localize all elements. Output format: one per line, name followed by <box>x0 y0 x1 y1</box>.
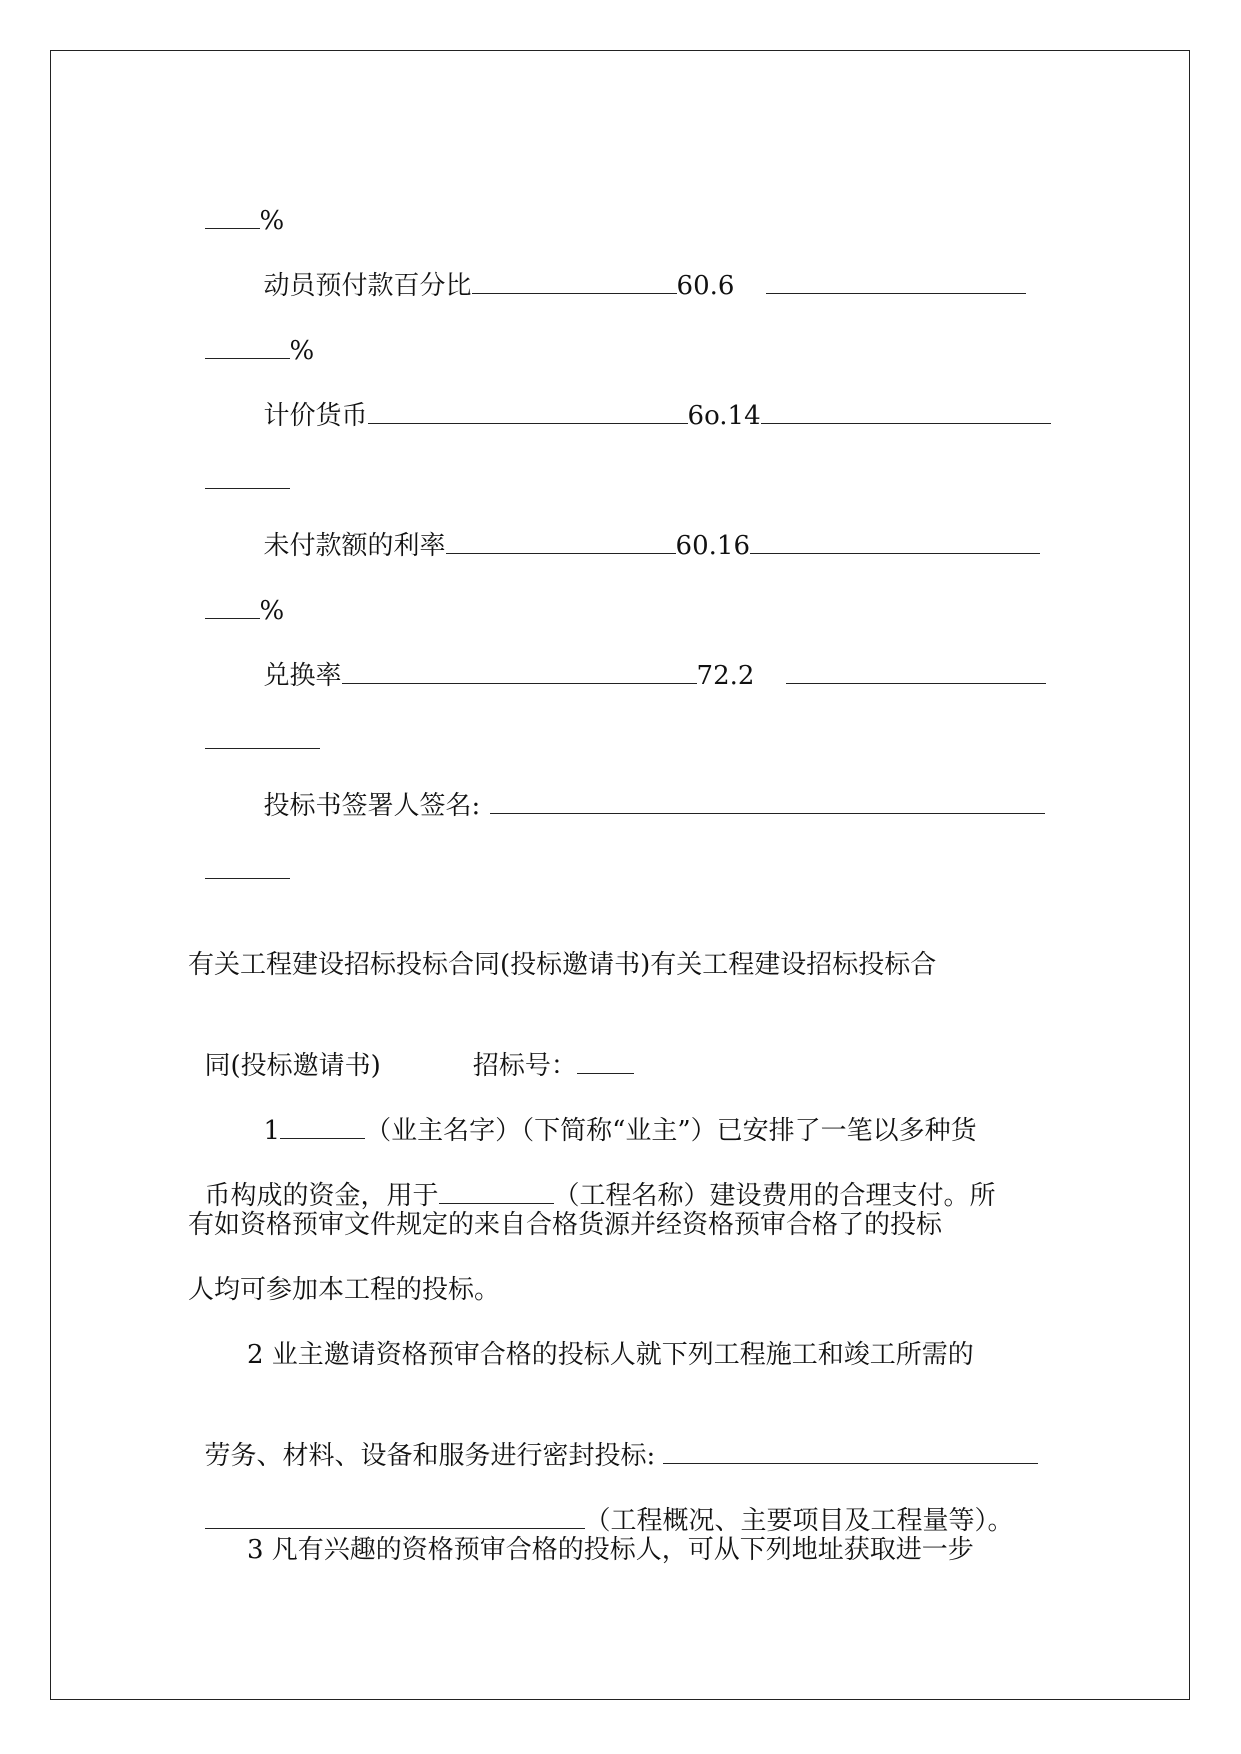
clause-number: 60.6 <box>676 271 735 301</box>
field-signature <box>247 753 1045 823</box>
blank-field[interactable] <box>205 722 320 749</box>
paragraph-1-cont <box>188 1143 996 1213</box>
field-currency <box>247 363 1051 433</box>
pct-line-2 <box>188 298 314 368</box>
field-label: 未付款额的利率 <box>263 531 446 561</box>
blank-field[interactable] <box>766 267 1026 294</box>
work-description-field[interactable] <box>663 1437 1038 1464</box>
section-heading-cont <box>188 1013 634 1083</box>
pct-line-4 <box>188 558 284 628</box>
blank-field[interactable] <box>342 657 697 684</box>
paragraph-3: 3 凡有兴趣的资格预审合格的投标人，可从下列地址获取进一步 <box>247 1535 974 1565</box>
bid-number-label: 招标号： <box>472 1051 577 1081</box>
field-label: 计价货币 <box>263 401 368 431</box>
paragraph-2-cont <box>188 1468 1014 1538</box>
blank-field[interactable] <box>750 527 1040 554</box>
blank-field[interactable] <box>472 267 677 294</box>
clause-number: 72.2 <box>696 661 755 691</box>
work-description-field[interactable] <box>205 1502 585 1529</box>
field-label: 动员预付款百分比 <box>263 271 472 301</box>
clause-number: 60.16 <box>675 531 750 561</box>
blank-field[interactable] <box>446 527 676 554</box>
field-interest-rate <box>247 493 1040 563</box>
paragraph-text: 币构成的资金，用于 <box>204 1181 439 1211</box>
field-advance-payment <box>247 233 1026 303</box>
pct-line-1 <box>188 168 284 238</box>
paragraph-text: 劳务、材料、设备和服务进行密封投标: <box>204 1441 656 1471</box>
owner-name-field[interactable] <box>280 1112 365 1139</box>
blank-field[interactable] <box>786 657 1046 684</box>
field-label: 兑换率 <box>263 661 342 691</box>
paragraph-text: （业主名字）（下简称“业主”）已安排了一笔以多种货 <box>365 1116 977 1146</box>
blank-field[interactable] <box>761 397 1051 424</box>
project-name-field[interactable] <box>439 1177 554 1204</box>
blank-line-5 <box>188 688 320 758</box>
blank-field[interactable] <box>205 332 290 359</box>
blank-field[interactable] <box>205 202 260 229</box>
blank-field[interactable] <box>205 852 290 879</box>
blank-field[interactable] <box>205 462 290 489</box>
paragraph-1-cont: 有如资格预审文件规定的来自合格货源并经资格预审合格了的投标 <box>188 1210 943 1240</box>
blank-line-6 <box>188 818 290 888</box>
blank-line-3 <box>188 428 290 498</box>
paragraph-text: （工程名称）建设费用的合理支付。所 <box>553 1181 996 1211</box>
field-exchange-rate <box>247 623 1046 693</box>
paragraph-1-cont: 人均可参加本工程的投标。 <box>188 1275 501 1305</box>
paragraph-text: （工程概况、主要项目及工程量等）。 <box>584 1506 1014 1536</box>
blank-field[interactable] <box>368 397 688 424</box>
paragraph-2: 2 业主邀请资格预审合格的投标人就下列工程施工和竣工所需的 <box>247 1340 974 1370</box>
paragraph-1 <box>247 1078 977 1148</box>
signature-field[interactable] <box>490 787 1045 814</box>
percent-sign: % <box>289 336 315 366</box>
bid-number-field[interactable] <box>577 1047 634 1074</box>
paragraph-number: 1 <box>263 1116 281 1146</box>
clause-number: 6o.14 <box>687 401 761 431</box>
heading-text: 同(投标邀请书) <box>204 1051 381 1081</box>
field-label: 投标书签署人签名: <box>263 791 481 821</box>
percent-sign: % <box>259 206 285 236</box>
paragraph-2-cont <box>188 1403 1038 1473</box>
blank-field[interactable] <box>205 592 260 619</box>
section-heading: 有关工程建设招标投标合同(投标邀请书)有关工程建设招标投标合 <box>188 950 937 980</box>
percent-sign: % <box>259 596 285 626</box>
